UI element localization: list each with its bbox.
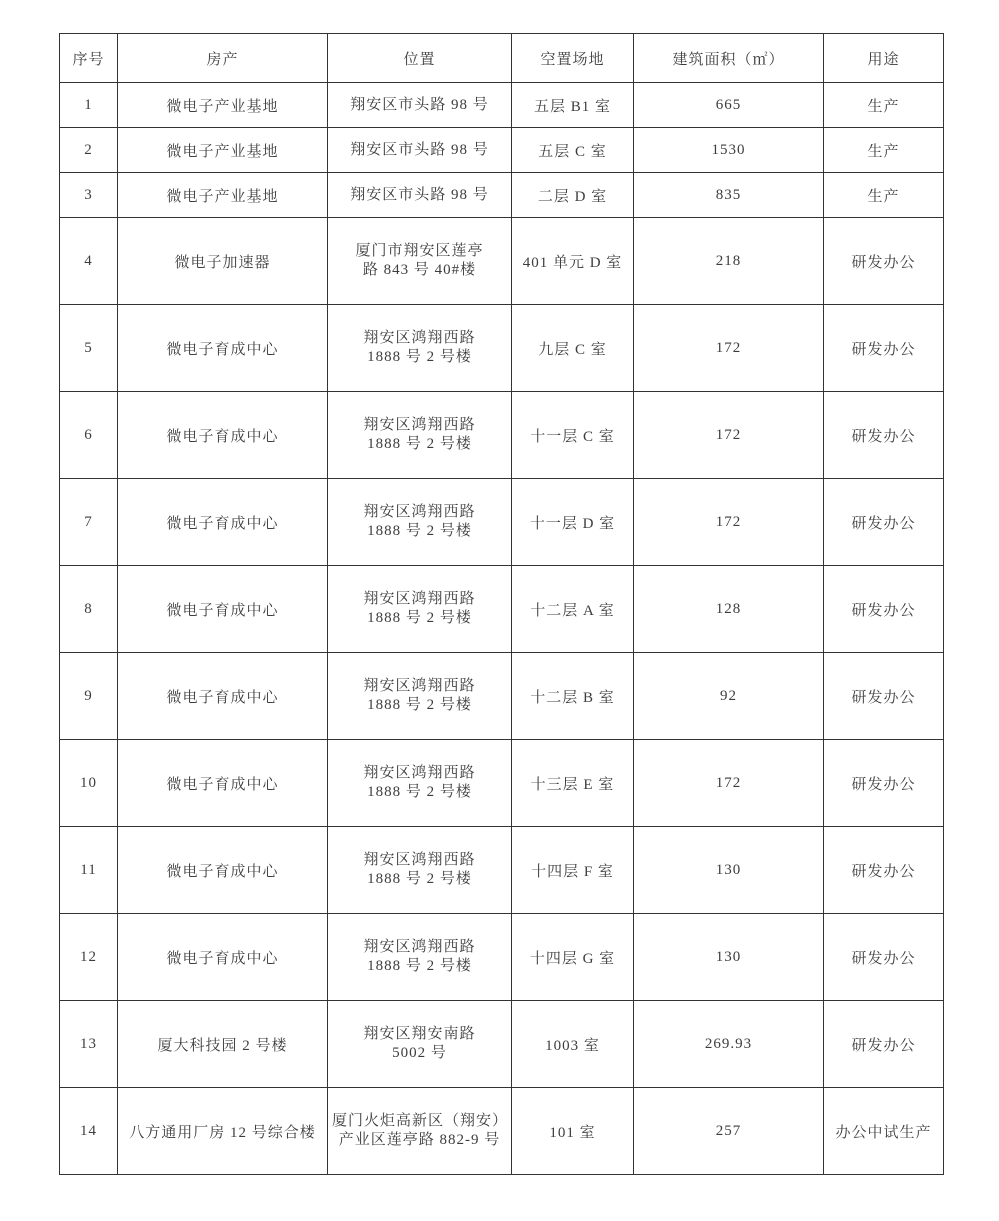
table-row bbox=[60, 173, 944, 218]
col-header-usage: 用途 bbox=[824, 34, 944, 83]
cell-property: 厦大科技园 2 号楼 bbox=[118, 1001, 328, 1088]
property-vacancy-table bbox=[59, 33, 944, 1175]
cell-property: 微电子育成中心 bbox=[118, 653, 328, 740]
table-row bbox=[60, 392, 944, 479]
location-line: 翔安区市头路 98 号 bbox=[350, 186, 489, 203]
cell-property: 微电子育成中心 bbox=[118, 305, 328, 392]
table-row bbox=[60, 566, 944, 653]
location-line: 1888 号 2 号楼 bbox=[367, 523, 472, 539]
cell-vacant-space: 十四层 F 室 bbox=[512, 827, 634, 914]
cell-index: 9 bbox=[60, 653, 118, 740]
location-lines bbox=[332, 321, 507, 375]
location-line: 翔安区鸿翔西路 bbox=[363, 678, 476, 695]
cell-index: 12 bbox=[60, 914, 118, 1001]
table-row bbox=[60, 1001, 944, 1088]
cell-location bbox=[328, 218, 512, 305]
cell-vacant-space: 十二层 A 室 bbox=[512, 566, 634, 653]
location-line: 产业区莲亭路 882-9 号 bbox=[338, 1132, 501, 1148]
cell-area: 130 bbox=[634, 914, 824, 1001]
cell-usage: 生产 bbox=[824, 83, 944, 128]
cell-index: 10 bbox=[60, 740, 118, 827]
cell-vacant-space: 十三层 E 室 bbox=[512, 740, 634, 827]
cell-vacant-space: 五层 B1 室 bbox=[512, 83, 634, 128]
cell-property: 微电子育成中心 bbox=[118, 566, 328, 653]
cell-area: 218 bbox=[634, 218, 824, 305]
cell-area: 128 bbox=[634, 566, 824, 653]
cell-index: 7 bbox=[60, 479, 118, 566]
cell-vacant-space: 十四层 G 室 bbox=[512, 914, 634, 1001]
cell-area: 172 bbox=[634, 479, 824, 566]
col-header-property: 房产 bbox=[118, 34, 328, 83]
cell-index: 11 bbox=[60, 827, 118, 914]
location-line: 1888 号 2 号楼 bbox=[367, 349, 472, 365]
table-row bbox=[60, 83, 944, 128]
cell-area: 257 bbox=[634, 1088, 824, 1175]
cell-property: 微电子育成中心 bbox=[118, 827, 328, 914]
location-line: 1888 号 2 号楼 bbox=[367, 958, 472, 974]
cell-usage: 生产 bbox=[824, 128, 944, 173]
location-line: 翔安区翔安南路 bbox=[363, 1026, 476, 1043]
cell-location bbox=[328, 1088, 512, 1175]
cell-property: 微电子育成中心 bbox=[118, 392, 328, 479]
cell-usage: 研发办公 bbox=[824, 479, 944, 566]
cell-property: 八方通用厂房 12 号综合楼 bbox=[118, 1088, 328, 1175]
location-line: 1888 号 2 号楼 bbox=[367, 436, 472, 452]
location-lines bbox=[332, 1104, 507, 1158]
table-row bbox=[60, 479, 944, 566]
cell-location bbox=[328, 83, 512, 128]
location-lines bbox=[332, 234, 507, 288]
cell-usage: 办公中试生产 bbox=[824, 1088, 944, 1175]
cell-vacant-space: 十一层 D 室 bbox=[512, 479, 634, 566]
location-lines bbox=[332, 930, 507, 984]
location-line: 5002 号 bbox=[392, 1045, 447, 1061]
cell-index: 14 bbox=[60, 1088, 118, 1175]
cell-index: 3 bbox=[60, 173, 118, 218]
cell-usage: 研发办公 bbox=[824, 1001, 944, 1088]
cell-location bbox=[328, 914, 512, 1001]
cell-vacant-space: 101 室 bbox=[512, 1088, 634, 1175]
location-lines bbox=[332, 756, 507, 810]
cell-index: 2 bbox=[60, 128, 118, 173]
cell-vacant-space: 十一层 C 室 bbox=[512, 392, 634, 479]
table-row bbox=[60, 128, 944, 173]
location-line: 厦门火炬高新区（翔安） bbox=[332, 1113, 509, 1130]
cell-index: 13 bbox=[60, 1001, 118, 1088]
cell-usage: 研发办公 bbox=[824, 392, 944, 479]
cell-property: 微电子产业基地 bbox=[118, 173, 328, 218]
location-line: 翔安区鸿翔西路 bbox=[363, 591, 476, 608]
cell-index: 1 bbox=[60, 83, 118, 128]
col-header-vacant-space: 空置场地 bbox=[512, 34, 634, 83]
cell-area: 172 bbox=[634, 740, 824, 827]
cell-property: 微电子产业基地 bbox=[118, 83, 328, 128]
location-line: 1888 号 2 号楼 bbox=[367, 610, 472, 626]
cell-property: 微电子育成中心 bbox=[118, 740, 328, 827]
location-line: 1888 号 2 号楼 bbox=[367, 871, 472, 887]
table-header-row bbox=[60, 34, 944, 83]
cell-usage: 研发办公 bbox=[824, 305, 944, 392]
location-lines bbox=[332, 843, 507, 897]
cell-location bbox=[328, 479, 512, 566]
cell-area: 665 bbox=[634, 83, 824, 128]
cell-usage: 生产 bbox=[824, 173, 944, 218]
cell-area: 92 bbox=[634, 653, 824, 740]
cell-area: 1530 bbox=[634, 128, 824, 173]
table-row bbox=[60, 827, 944, 914]
cell-property: 微电子育成中心 bbox=[118, 914, 328, 1001]
cell-area: 172 bbox=[634, 305, 824, 392]
location-line: 翔安区鸿翔西路 bbox=[363, 417, 476, 434]
cell-property: 微电子加速器 bbox=[118, 218, 328, 305]
cell-location bbox=[328, 392, 512, 479]
location-line: 厦门市翔安区莲亭 bbox=[355, 243, 484, 260]
location-line: 翔安区鸿翔西路 bbox=[363, 330, 476, 347]
cell-usage: 研发办公 bbox=[824, 740, 944, 827]
location-lines bbox=[332, 408, 507, 462]
cell-area: 130 bbox=[634, 827, 824, 914]
cell-property: 微电子育成中心 bbox=[118, 479, 328, 566]
col-header-location: 位置 bbox=[328, 34, 512, 83]
cell-vacant-space: 五层 C 室 bbox=[512, 128, 634, 173]
cell-location bbox=[328, 566, 512, 653]
cell-location bbox=[328, 653, 512, 740]
table-row bbox=[60, 653, 944, 740]
cell-usage: 研发办公 bbox=[824, 566, 944, 653]
cell-vacant-space: 九层 C 室 bbox=[512, 305, 634, 392]
location-line: 1888 号 2 号楼 bbox=[367, 697, 472, 713]
location-lines bbox=[332, 495, 507, 549]
cell-vacant-space: 二层 D 室 bbox=[512, 173, 634, 218]
table-row bbox=[60, 740, 944, 827]
location-lines bbox=[332, 186, 507, 205]
location-line: 路 843 号 40#楼 bbox=[362, 262, 477, 278]
cell-location bbox=[328, 740, 512, 827]
cell-location bbox=[328, 173, 512, 218]
cell-area: 172 bbox=[634, 392, 824, 479]
cell-index: 4 bbox=[60, 218, 118, 305]
cell-index: 6 bbox=[60, 392, 118, 479]
location-line: 翔安区鸿翔西路 bbox=[363, 504, 476, 521]
cell-property: 微电子产业基地 bbox=[118, 128, 328, 173]
cell-location bbox=[328, 305, 512, 392]
cell-area: 269.93 bbox=[634, 1001, 824, 1088]
col-header-index: 序号 bbox=[60, 34, 118, 83]
location-lines bbox=[332, 141, 507, 160]
cell-vacant-space: 401 单元 D 室 bbox=[512, 218, 634, 305]
location-line: 翔安区市头路 98 号 bbox=[350, 141, 489, 158]
cell-area: 835 bbox=[634, 173, 824, 218]
location-lines bbox=[332, 669, 507, 723]
cell-index: 8 bbox=[60, 566, 118, 653]
location-line: 翔安区鸿翔西路 bbox=[363, 765, 476, 782]
cell-usage: 研发办公 bbox=[824, 653, 944, 740]
location-line: 翔安区鸿翔西路 bbox=[363, 852, 476, 869]
cell-location bbox=[328, 827, 512, 914]
location-line: 翔安区市头路 98 号 bbox=[350, 96, 489, 113]
cell-location bbox=[328, 1001, 512, 1088]
col-header-area: 建筑面积（㎡） bbox=[634, 34, 824, 83]
table-row bbox=[60, 1088, 944, 1175]
cell-vacant-space: 1003 室 bbox=[512, 1001, 634, 1088]
cell-vacant-space: 十二层 B 室 bbox=[512, 653, 634, 740]
location-lines bbox=[332, 582, 507, 636]
table-row bbox=[60, 218, 944, 305]
cell-usage: 研发办公 bbox=[824, 827, 944, 914]
location-line: 1888 号 2 号楼 bbox=[367, 784, 472, 800]
location-lines bbox=[332, 96, 507, 115]
location-lines bbox=[332, 1017, 507, 1071]
cell-usage: 研发办公 bbox=[824, 218, 944, 305]
table-row bbox=[60, 914, 944, 1001]
cell-usage: 研发办公 bbox=[824, 914, 944, 1001]
cell-index: 5 bbox=[60, 305, 118, 392]
table-row bbox=[60, 305, 944, 392]
cell-location bbox=[328, 128, 512, 173]
location-line: 翔安区鸿翔西路 bbox=[363, 939, 476, 956]
